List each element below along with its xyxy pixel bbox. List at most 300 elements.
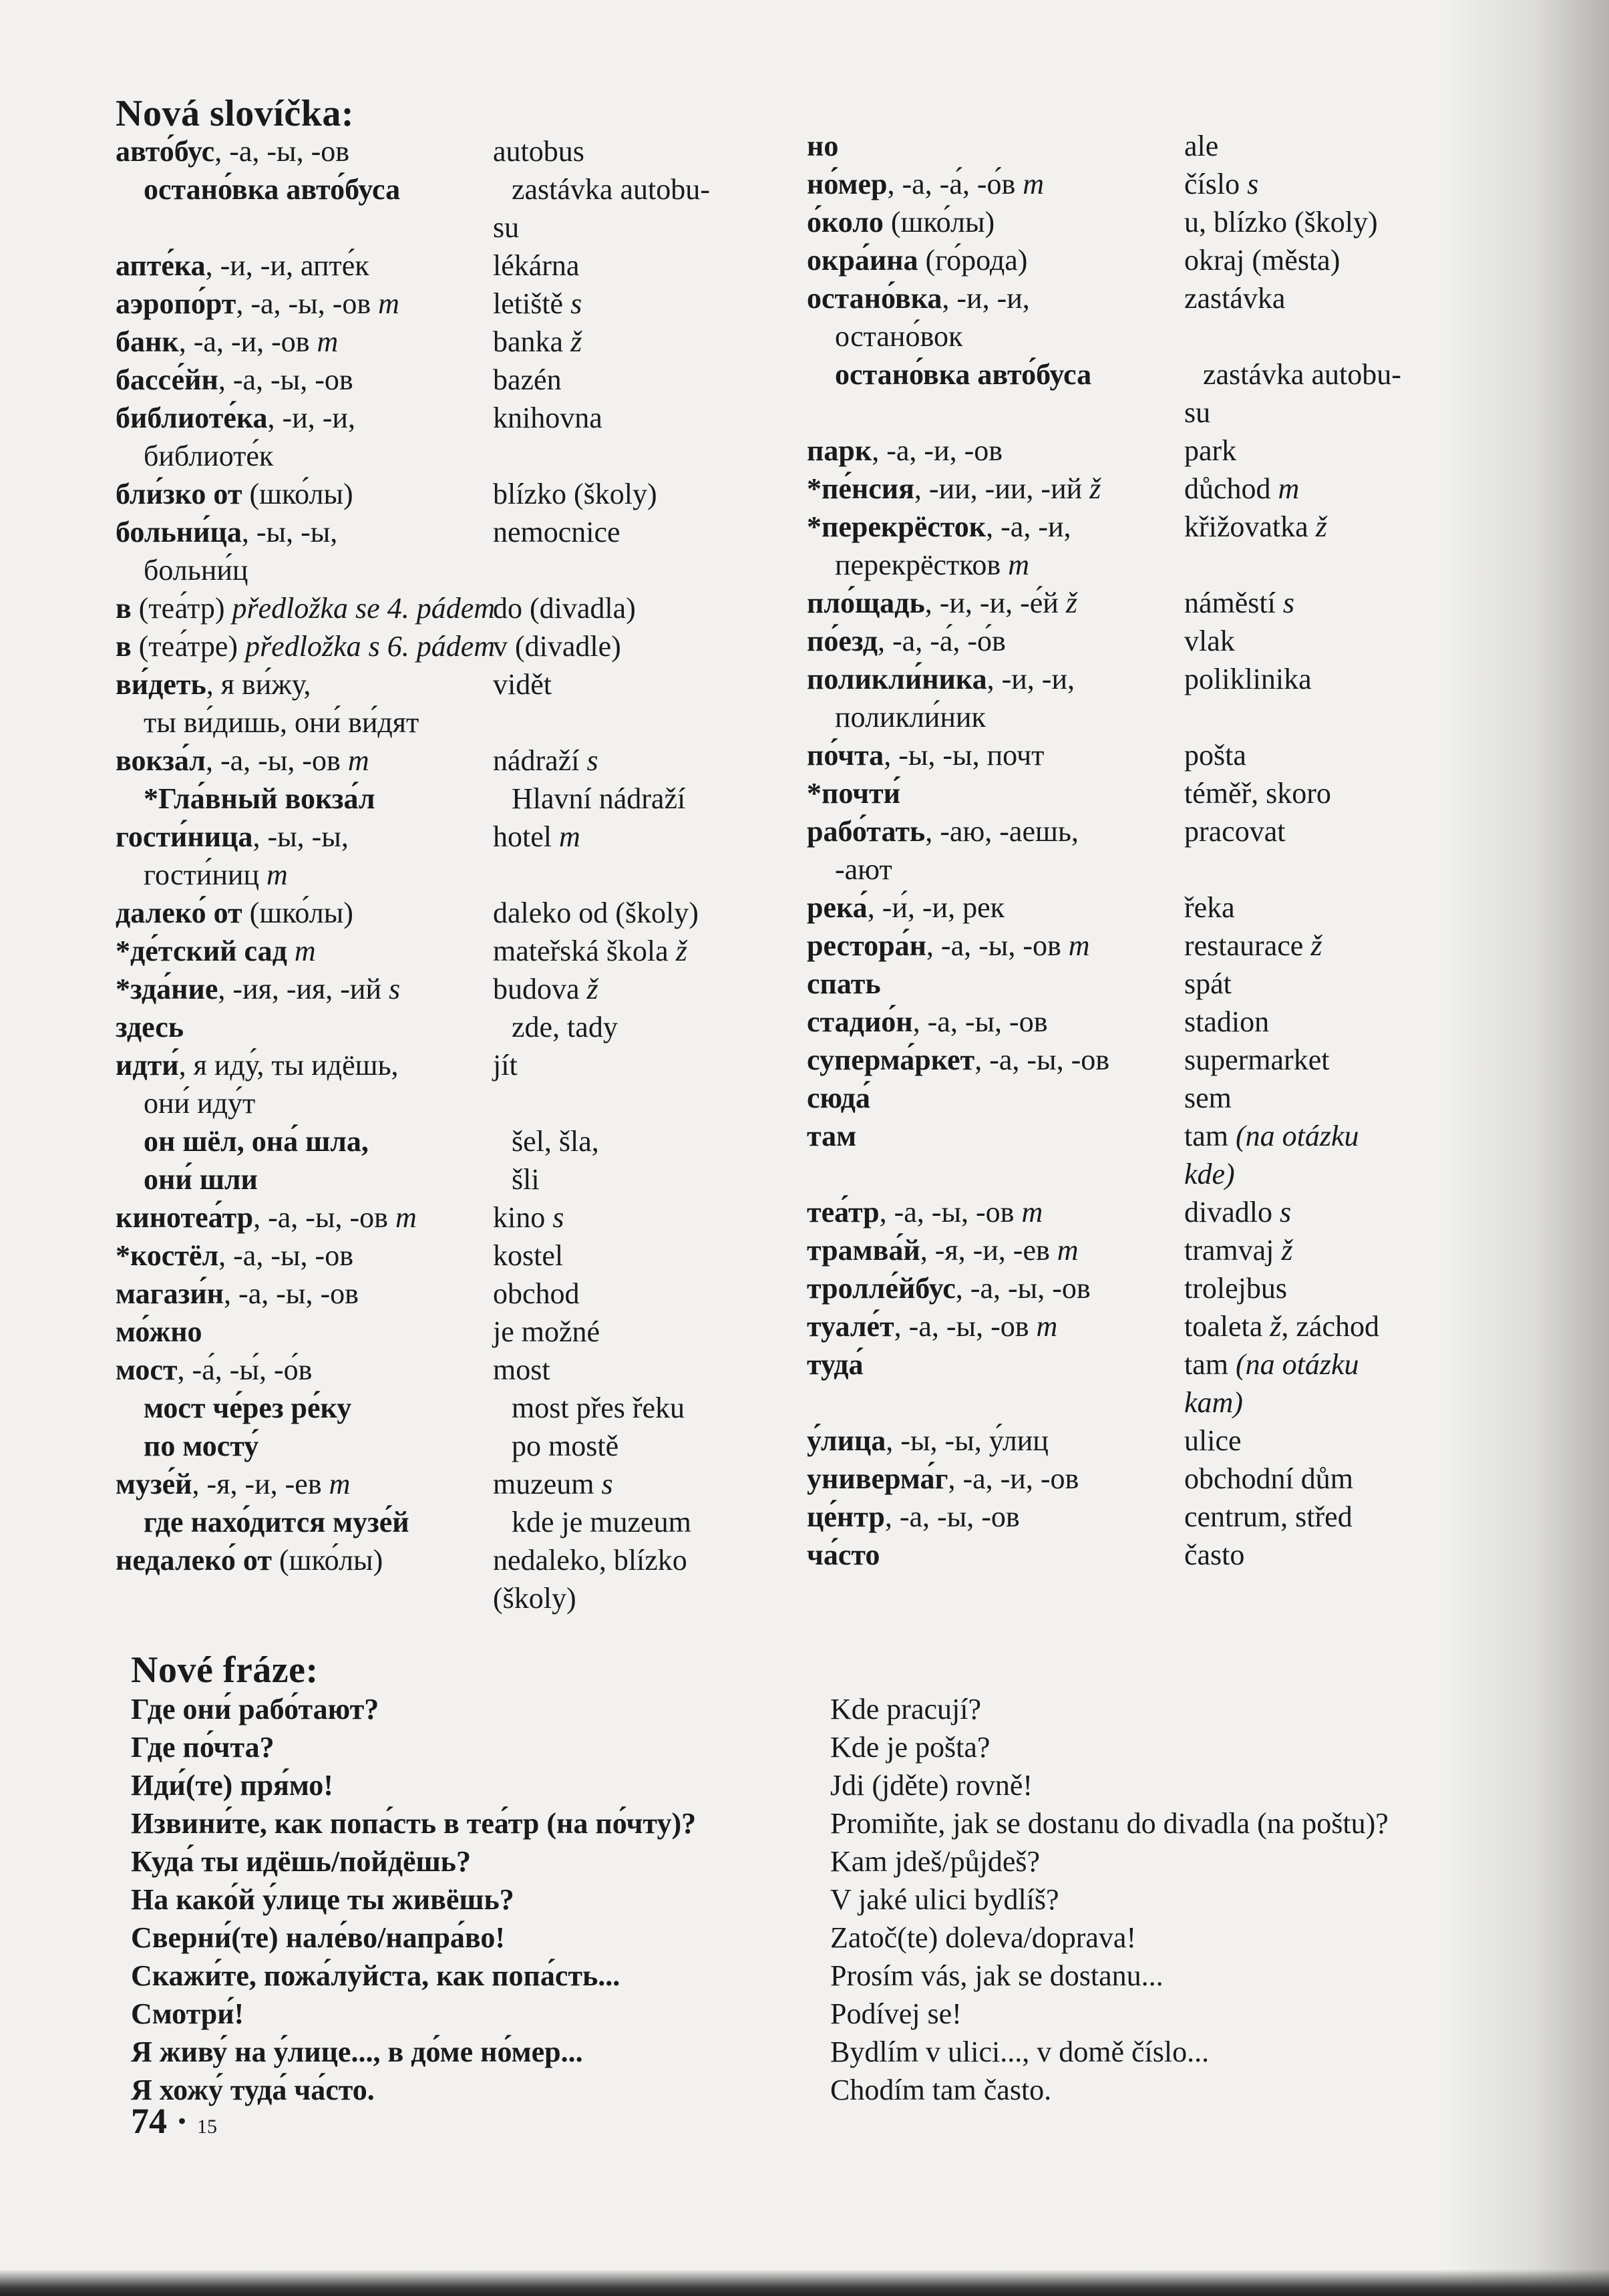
czech-word: supermarket	[1184, 1043, 1330, 1076]
left-vocab-entry	[116, 437, 783, 475]
russian-term	[116, 285, 399, 323]
czech-word: v (divadle)	[493, 630, 621, 663]
russian-term	[807, 774, 900, 812]
czech-word: most přes řeku	[512, 1391, 685, 1424]
czech-gender-mark: ž	[668, 935, 687, 967]
russian-term	[807, 1193, 1043, 1231]
russian-forms: , -а, -а́, -о́в	[878, 625, 1006, 657]
russian-headword: парк	[807, 434, 872, 467]
russian-term	[116, 132, 349, 170]
czech-translation	[493, 1579, 576, 1617]
czech-translation	[493, 513, 620, 551]
russian-term	[116, 1046, 399, 1084]
russian-headword: *пе́нсия	[807, 472, 914, 505]
czech-translation	[1184, 241, 1340, 279]
czech-word: stadion	[1184, 1005, 1270, 1038]
gender-mark: m	[1061, 929, 1090, 962]
russian-forms: , -а, -и,	[986, 510, 1071, 543]
russian-term	[116, 627, 495, 665]
russian-forms: , -и, -и,	[942, 282, 1030, 315]
russian-term	[807, 927, 1090, 965]
russian-headword: *де́тский сад	[116, 935, 287, 967]
russian-term	[807, 850, 892, 888]
gender-mark: m	[1014, 1196, 1043, 1228]
czech-translation	[493, 1351, 550, 1389]
russian-term	[116, 1084, 255, 1122]
russian-forms: (шко́лы)	[271, 1544, 383, 1577]
czech-gender-mark: s	[563, 287, 582, 320]
right-vocab-entry	[807, 888, 1488, 927]
czech-translation	[493, 1198, 564, 1237]
right-vocab-entry	[807, 1155, 1488, 1193]
left-vocab-entry	[116, 1237, 783, 1275]
left-vocab-entry	[116, 1046, 783, 1084]
russian-term	[807, 546, 1029, 584]
russian-forms: , -а, -и, -ов	[178, 325, 310, 358]
czech-translation	[1184, 1193, 1291, 1231]
czech-gender-mark: s	[1240, 168, 1259, 200]
left-vocab-entry	[116, 475, 783, 513]
czech-translation	[1184, 1231, 1293, 1269]
czech-word: řeka	[1184, 891, 1235, 924]
czech-word: okraj (města)	[1184, 244, 1340, 277]
left-vocab-entry	[116, 323, 783, 361]
czech-word: trolejbus	[1184, 1272, 1287, 1305]
russian-term	[116, 970, 400, 1008]
right-vocab-entry	[807, 850, 1488, 888]
czech-translation	[493, 627, 621, 665]
page-number-small: 15	[197, 2116, 218, 2138]
left-vocab-entry	[116, 1503, 783, 1541]
vocabulary-heading: Nová slovíčka:	[116, 93, 354, 134]
gender-mark: m	[1015, 168, 1045, 200]
right-vocab-entry	[807, 508, 1488, 546]
czech-word: divadlo	[1184, 1196, 1272, 1228]
russian-headword: по́чта	[807, 739, 884, 772]
czech-translation	[493, 399, 602, 437]
czech-word: (školy)	[493, 1582, 576, 1615]
russian-term	[807, 1041, 1109, 1079]
russian-forms: , -а, -ы, -ов	[894, 1310, 1029, 1343]
right-vocab-entry	[807, 317, 1488, 355]
russian-forms: , -а, -и, -ов	[948, 1462, 1079, 1495]
russian-headword: *зда́ние	[116, 973, 218, 1005]
russian-forms: , -а, -ы, -ов	[214, 135, 350, 168]
left-vocab-entry	[116, 1160, 783, 1198]
russian-forms: , -а, -а́, -о́в	[887, 168, 1016, 200]
scan-edge	[0, 2269, 1609, 2296]
czech-translation	[493, 208, 519, 247]
russian-forms: , я иду́, ты идёшь,	[178, 1049, 399, 1082]
russian-phrase: остано́вка авто́буса	[835, 358, 1092, 391]
russian-headword: тролле́йбус	[807, 1272, 956, 1305]
czech-translation	[493, 1237, 563, 1275]
russian-term	[116, 475, 353, 513]
czech-word: šli	[512, 1163, 540, 1196]
phrase-russian: Скажи́те, пожа́луйста, как попа́сть...	[131, 1959, 620, 1992]
czech-translation	[1184, 1041, 1329, 1079]
right-vocab-entry	[807, 355, 1488, 393]
czech-word: je možné	[493, 1315, 600, 1348]
russian-forms: -ают	[835, 853, 892, 886]
czech-translation	[1184, 736, 1246, 774]
russian-term	[807, 355, 1091, 393]
russian-forms: , -и, -и,	[987, 663, 1075, 695]
russian-term	[807, 165, 1044, 203]
czech-word: sem	[1184, 1082, 1232, 1114]
russian-forms: , -аю, -аешь,	[925, 815, 1079, 848]
russian-term	[116, 703, 419, 742]
phrase-czech: Podívej se!	[830, 1997, 962, 2030]
russian-headword: туда́	[807, 1348, 864, 1381]
phrase-czech: Bydlím v ulici..., v domě číslo...	[830, 2035, 1210, 2068]
czech-translation	[512, 1160, 540, 1198]
czech-word: mateřská škola	[493, 935, 669, 967]
russian-forms: , -а, -ы, -ов	[974, 1043, 1110, 1076]
czech-word: zastávka	[1184, 282, 1286, 315]
russian-headword: больни́ца	[116, 516, 242, 548]
right-vocab-entry	[807, 1307, 1488, 1345]
czech-word: Hlavní nádraží	[512, 782, 686, 815]
russian-headword: туале́т	[807, 1310, 894, 1343]
russian-term	[116, 170, 400, 208]
grammar-note: předložka se 4. pádem	[232, 592, 496, 625]
czech-gender-mark: m	[1270, 472, 1300, 505]
czech-translation	[1184, 1269, 1287, 1307]
czech-word: daleko od (školy)	[493, 896, 699, 929]
russian-headword: но	[807, 130, 839, 162]
phrase-russian: Где они́ рабо́тают?	[131, 1693, 379, 1726]
russian-term	[116, 1160, 258, 1198]
czech-note: (na otázku	[1228, 1348, 1359, 1381]
russian-headword: авто́бус	[116, 135, 215, 168]
right-vocab-entry	[807, 1003, 1488, 1041]
phrase-russian: Я хожу́ туда́ ча́сто.	[131, 2074, 375, 2106]
phrase-czech: V jaké ulici bydlíš?	[830, 1883, 1059, 1916]
left-vocab-entry	[116, 856, 783, 894]
right-vocab-entry	[807, 1383, 1488, 1422]
right-vocab-entry	[807, 698, 1488, 736]
russian-headword: поликли́ника	[807, 663, 987, 695]
russian-forms: перекрёстков	[835, 548, 1001, 581]
czech-word: ale	[1184, 130, 1219, 162]
phrase-czech: Kde pracují?	[830, 1693, 981, 1726]
right-vocab-entry	[807, 584, 1488, 622]
russian-forms: , -а, -ы, -ов	[955, 1272, 1091, 1305]
czech-word: kostel	[493, 1239, 564, 1272]
russian-forms: , я ви́жу,	[206, 668, 311, 701]
czech-translation	[512, 1503, 691, 1541]
czech-translation	[1203, 355, 1401, 393]
gender-mark: m	[321, 1468, 351, 1500]
russian-phrase: он шёл, она́ шла,	[144, 1125, 369, 1158]
russian-headword: пло́щадь	[807, 587, 925, 619]
left-vocab-entry	[116, 1389, 783, 1427]
czech-word: často	[1184, 1538, 1245, 1571]
czech-gender-mark: ž	[1308, 510, 1327, 543]
czech-translation	[493, 589, 636, 627]
czech-word: zastávka autobu-	[512, 173, 710, 206]
right-vocab-entry	[807, 927, 1488, 965]
russian-headword: сюда́	[807, 1082, 870, 1114]
czech-translation	[1184, 1383, 1243, 1422]
right-vocab-entry	[807, 241, 1488, 279]
phrase-russian: Я живу́ на у́лице..., в до́ме но́мер...	[131, 2035, 583, 2068]
czech-word: obchod	[493, 1277, 580, 1310]
czech-translation	[1184, 393, 1210, 432]
czech-translation	[1184, 584, 1294, 622]
czech-translation	[1184, 660, 1312, 698]
russian-headword: стадио́н	[807, 1005, 913, 1038]
czech-word: toaleta	[1184, 1310, 1263, 1343]
czech-word: nedaleko, blízko	[493, 1544, 687, 1577]
left-vocab-entry	[116, 1198, 783, 1237]
czech-translation	[512, 1122, 599, 1160]
russian-headword: це́нтр	[807, 1500, 885, 1533]
russian-forms: , -а, -ы, -ов	[218, 363, 353, 396]
russian-forms: остано́вок	[835, 320, 963, 353]
russian-forms: (теа́тре)	[131, 630, 246, 663]
right-vocab-entry	[807, 432, 1488, 470]
czech-translation	[493, 475, 657, 513]
russian-forms: ты ви́дишь, они́ ви́дят	[144, 706, 419, 739]
grammar-note: předložka s 6. pádem	[245, 630, 496, 663]
czech-translation	[1184, 888, 1235, 927]
czech-translation	[493, 132, 584, 170]
phrase-czech: Prosím vás, jak se dostanu...	[830, 1959, 1164, 1992]
left-vocab-entry	[116, 932, 783, 970]
czech-word: číslo	[1184, 168, 1240, 200]
czech-gender-mark: s	[1275, 587, 1294, 619]
russian-term	[807, 1422, 1049, 1460]
russian-term	[116, 247, 369, 285]
russian-forms: , -а, -ы, -ов	[879, 1196, 1015, 1228]
russian-term	[116, 856, 288, 894]
czech-word: důchod	[1184, 472, 1271, 505]
czech-translation	[493, 932, 687, 970]
czech-word: autobus	[493, 135, 584, 168]
czech-translation	[493, 1465, 613, 1503]
czech-word: su	[1184, 396, 1211, 429]
russian-headword: идти́	[116, 1049, 179, 1082]
russian-term	[807, 1003, 1047, 1041]
russian-term	[807, 1117, 856, 1155]
russian-term	[807, 203, 995, 241]
left-vocab-entry	[116, 742, 783, 780]
left-vocab-entry	[116, 1427, 783, 1465]
right-vocab-entry	[807, 1460, 1488, 1498]
russian-term	[807, 1498, 1020, 1536]
russian-term	[807, 1460, 1079, 1498]
russian-term	[807, 1269, 1091, 1307]
right-vocab-entry	[807, 393, 1488, 432]
phrase-czech: Promiňte, jak se dostanu do divadla (na poštu)?	[830, 1807, 1389, 1840]
russian-forms: они́ иду́т	[144, 1087, 256, 1120]
czech-translation	[493, 665, 552, 703]
left-vocab-entry	[116, 399, 783, 437]
czech-translation	[493, 323, 582, 361]
russian-term	[116, 1351, 312, 1389]
czech-translation	[1184, 165, 1258, 203]
russian-term	[116, 818, 349, 856]
russian-headword: теа́тр	[807, 1196, 880, 1228]
russian-term	[116, 1389, 351, 1427]
russian-headword: ви́деть	[116, 668, 206, 701]
russian-term	[116, 513, 337, 551]
czech-translation	[1184, 127, 1218, 165]
russian-forms: , -ии, -ии, -ий	[914, 472, 1083, 505]
czech-word: náměstí	[1184, 587, 1276, 619]
right-vocab-entry	[807, 470, 1488, 508]
russian-headword: *почти́	[807, 777, 900, 810]
left-vocab-entry	[116, 894, 783, 932]
russian-forms: , -а, -ы, -ов	[218, 1239, 353, 1272]
right-vocab-entry	[807, 736, 1488, 774]
czech-word: zde, tady	[512, 1011, 618, 1043]
russian-headword: в	[116, 630, 132, 663]
russian-term	[116, 1313, 202, 1351]
right-vocab-entry	[807, 1536, 1488, 1574]
russian-headword: апте́ка	[116, 249, 206, 282]
russian-term	[116, 1541, 383, 1579]
left-vocab-entry	[116, 627, 783, 665]
czech-translation	[493, 894, 699, 932]
czech-translation	[493, 1275, 580, 1313]
czech-word: spát	[1184, 967, 1232, 1000]
czech-word: lékárna	[493, 249, 580, 282]
czech-translation	[493, 970, 598, 1008]
gender-mark: m	[1029, 1310, 1058, 1343]
phrase-czech: Kde je pošta?	[830, 1731, 991, 1764]
czech-translation	[1184, 812, 1285, 850]
right-vocab-entry	[807, 1345, 1488, 1383]
czech-translation	[1184, 622, 1235, 660]
russian-headword: у́лица	[807, 1424, 886, 1457]
czech-word: poliklinika	[1184, 663, 1312, 695]
left-vocab-entry	[116, 1084, 783, 1122]
czech-translation	[512, 1008, 618, 1046]
czech-word: muzeum	[493, 1468, 594, 1500]
left-vocab-entry	[116, 1465, 783, 1503]
page-number-value: 74	[131, 2101, 167, 2141]
phrases-heading: Nové fráze:	[131, 1649, 319, 1691]
russian-headword: бассе́йн	[116, 363, 218, 396]
phrase-russian: Иди́(те) пря́мо!	[131, 1769, 333, 1802]
czech-translation	[493, 1313, 600, 1351]
left-vocab-entry	[116, 703, 783, 742]
russian-headword: музе́й	[116, 1468, 192, 1500]
russian-term	[116, 399, 355, 437]
russian-headword: кинотеа́тр	[116, 1201, 254, 1234]
left-vocab-entry	[116, 1541, 783, 1579]
russian-phrase: *Гла́вный вокза́л	[144, 782, 375, 815]
russian-forms: (го́рода)	[918, 244, 1028, 277]
czech-translation	[493, 247, 579, 285]
left-vocab-entry	[116, 247, 783, 285]
left-vocab-entry	[116, 818, 783, 856]
left-vocab-entry	[116, 132, 783, 170]
phrase-russian: Сверни́(те) нале́во/напра́во!	[131, 1921, 506, 1954]
russian-forms: библиоте́к	[144, 440, 274, 472]
russian-phrase: где нахо́дится музе́й	[144, 1506, 409, 1538]
russian-term	[807, 622, 1006, 660]
russian-headword: библиоте́ка	[116, 401, 268, 434]
russian-headword: окра́ина	[807, 244, 918, 277]
czech-translation	[1184, 1498, 1353, 1536]
left-vocab-entry	[116, 285, 783, 323]
czech-note: (na otázku	[1228, 1120, 1359, 1152]
left-vocab-entry	[116, 589, 783, 627]
czech-gender-mark: ž	[1274, 1234, 1293, 1267]
russian-term	[116, 1198, 417, 1237]
left-vocab-entry	[116, 780, 783, 818]
russian-headword: магази́н	[116, 1277, 224, 1310]
russian-term	[807, 432, 1003, 470]
czech-translation	[1184, 508, 1327, 546]
russian-term	[807, 508, 1071, 546]
czech-word: bazén	[493, 363, 562, 396]
phrase-czech: Chodím tam často.	[830, 2074, 1052, 2106]
russian-forms: , -а, -ы, -ов	[206, 744, 341, 777]
right-vocab-entry	[807, 660, 1488, 698]
left-vocab-entry	[116, 551, 783, 589]
czech-word: banka	[493, 325, 564, 358]
russian-forms: гости́ниц	[144, 858, 259, 891]
czech-word: letiště	[493, 287, 564, 320]
czech-word: téměř, skoro	[1184, 777, 1331, 810]
russian-headword: гости́ница	[116, 820, 253, 853]
russian-headword: недалеко́ от	[116, 1544, 272, 1577]
right-vocab-entry	[807, 1498, 1488, 1536]
right-vocab-entry	[807, 165, 1488, 203]
phrase-czech: Jdi (jděte) rovně!	[830, 1769, 1033, 1802]
russian-term	[116, 1503, 409, 1541]
russian-term	[807, 127, 838, 165]
czech-translation	[493, 742, 598, 780]
czech-gender-mark: m	[551, 820, 580, 853]
russian-forms: поликли́ник	[835, 701, 986, 733]
russian-term	[116, 1275, 359, 1313]
russian-forms: , -а, -ы, -ов	[224, 1277, 359, 1310]
russian-headword: там	[807, 1120, 857, 1152]
czech-word: restaurace	[1184, 929, 1304, 962]
russian-term	[807, 279, 1030, 317]
czech-word: su	[493, 211, 520, 244]
czech-word: zastávka autobu-	[1203, 358, 1401, 391]
gender-mark: m	[259, 858, 288, 891]
russian-headword: банк	[116, 325, 179, 358]
czech-translation	[1184, 203, 1378, 241]
russian-headword: река́	[807, 891, 868, 924]
czech-word: tam	[1184, 1120, 1228, 1152]
russian-forms: (шко́лы)	[883, 206, 995, 238]
gender-mark: m	[387, 1201, 417, 1234]
right-vocab-entry	[807, 1422, 1488, 1460]
czech-word-extra: , záchod	[1281, 1310, 1379, 1343]
russian-headword: трамва́й	[807, 1234, 920, 1267]
gender-mark: ž	[1058, 587, 1077, 619]
russian-term	[807, 698, 986, 736]
czech-word: kino	[493, 1201, 546, 1234]
czech-word: pošta	[1184, 739, 1246, 772]
czech-translation	[1184, 1536, 1244, 1574]
czech-translation	[1184, 1345, 1359, 1383]
russian-term	[807, 584, 1077, 622]
russian-headword: рестора́н	[807, 929, 926, 962]
phrase-czech: Zatoč(te) doleva/doprava!	[830, 1921, 1137, 1954]
czech-word: po mostě	[512, 1430, 619, 1462]
czech-translation	[1184, 1307, 1379, 1345]
